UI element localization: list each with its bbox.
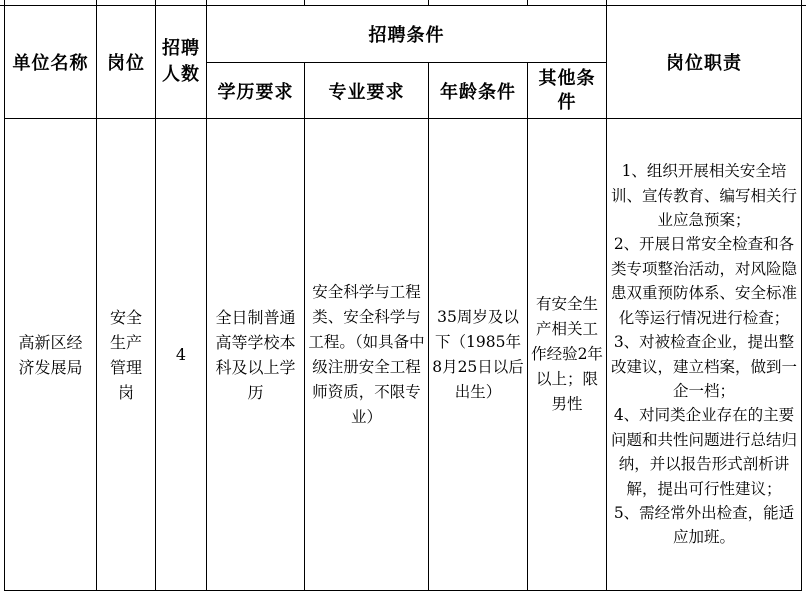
cell-age bbox=[429, 119, 527, 590]
cell-major-text: 安全科学与工程类、安全科学与工程。（如具备中级注册安全工程师资质，不限专业） bbox=[308, 282, 425, 426]
duty-item-3: 3、对被检查企业，提出整改建议，建立档案，做到一企一档； bbox=[610, 333, 797, 400]
duty-item-4: 4、对同类企业存在的主要问题和共性问题进行总结归纳，并以报告形式剖析讲解，提出可行性建议； bbox=[610, 406, 797, 498]
cell-position-text: 安全生产管理岗 bbox=[109, 307, 142, 402]
col-line-5 bbox=[428, 0, 429, 5]
header-position-text: 岗位 bbox=[107, 53, 145, 74]
cell-headcount bbox=[156, 119, 206, 590]
header-headcount bbox=[156, 6, 206, 118]
header-education bbox=[207, 63, 304, 118]
col-line-4 bbox=[304, 0, 305, 5]
header-other-text: 其他条件 bbox=[538, 67, 596, 113]
header-age bbox=[429, 63, 527, 118]
cell-age-text: 35周岁及以下（1985年8月25日以后出生） bbox=[432, 307, 524, 401]
cell-duties bbox=[607, 119, 801, 590]
cell-other-text: 有安全生产相关工作经验2年以上；限男性 bbox=[531, 295, 603, 413]
header-education-text: 学历要求 bbox=[217, 81, 294, 103]
duty-item-1: 1、组织开展相关安全培训、宣传教育、编写相关行业应急预案； bbox=[610, 162, 797, 230]
duty-item-5: 5、需经常外出检查，能适应加班。 bbox=[613, 503, 795, 547]
header-conditions bbox=[207, 6, 606, 62]
table-bottom bbox=[4, 590, 802, 591]
cell-education bbox=[207, 119, 304, 590]
header-major bbox=[305, 63, 428, 118]
cell-unit-name bbox=[5, 119, 96, 590]
header-age-text: 年龄条件 bbox=[440, 81, 516, 103]
header-major-text: 专业要求 bbox=[328, 81, 405, 103]
cell-major bbox=[305, 119, 428, 590]
cell-education-text: 全日制普通高等学校本科及以上学历 bbox=[215, 307, 296, 402]
col-line-8 bbox=[801, 0, 802, 591]
header-duties-text: 岗位职责 bbox=[666, 53, 742, 74]
col-line-6 bbox=[527, 0, 528, 5]
header-other bbox=[528, 63, 606, 118]
header-unit-name-text: 单位名称 bbox=[12, 53, 89, 74]
header-conditions-text: 招聘条件 bbox=[368, 25, 445, 46]
header-unit-name bbox=[5, 6, 96, 118]
cell-other bbox=[528, 119, 606, 590]
cell-position bbox=[97, 119, 155, 590]
header-duties bbox=[607, 6, 801, 118]
cell-unit-name-text: 高新区经济发展局 bbox=[18, 332, 83, 377]
header-headcount-text: 招聘人数 bbox=[162, 38, 200, 85]
cell-headcount-text: 4 bbox=[175, 345, 187, 364]
duty-item-2: 2、开展日常安全检查和各类专项整治活动，对风险隐患双重预防体系、安全标准化等运行情况进行检查； bbox=[610, 235, 797, 327]
header-position bbox=[97, 6, 155, 118]
